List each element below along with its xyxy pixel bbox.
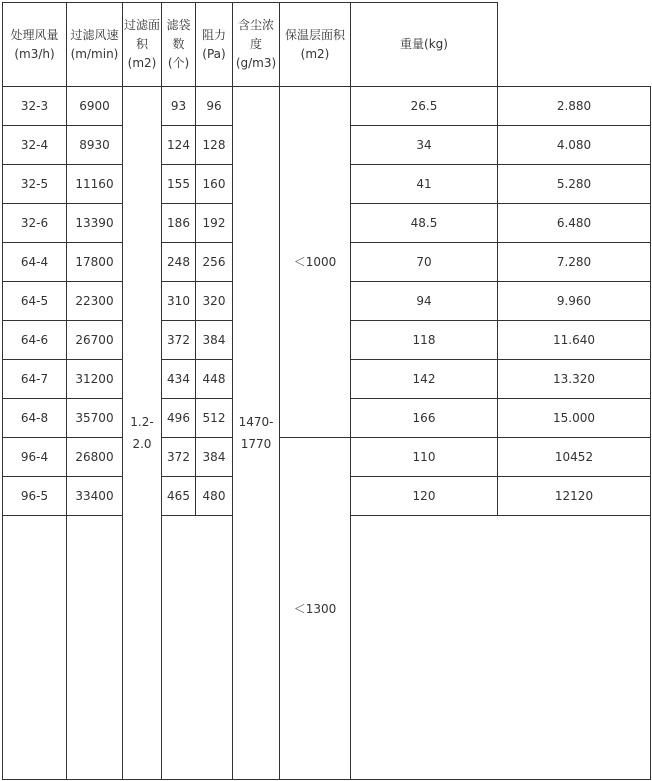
- cell-bags: 434: [161, 359, 196, 399]
- cell-model: 64-6: [2, 320, 67, 360]
- cell-weight: 120: [350, 476, 498, 516]
- cell-airflow: 26700: [66, 320, 123, 360]
- cell-airflow: 13390: [66, 203, 123, 243]
- cell-resistance: 160: [195, 164, 233, 204]
- header-bag-count: 滤袋数(个): [161, 2, 196, 87]
- cell-bags: 186: [161, 203, 196, 243]
- cell-model: 32-4: [2, 125, 67, 165]
- cell-airflow: 22300: [66, 281, 123, 321]
- cell-weight: 166: [350, 398, 498, 438]
- cell-extra: 6.480: [497, 203, 651, 243]
- cell-weight: 41: [350, 164, 498, 204]
- cell-airflow: 31200: [66, 359, 123, 399]
- cell-extra: 15.000: [497, 398, 651, 438]
- cell-resistance: 512: [195, 398, 233, 438]
- cell-airflow: 11160: [66, 164, 123, 204]
- cell-resistance: 96: [195, 86, 233, 126]
- header-filter-area: 过滤面积(m2): [122, 2, 162, 87]
- cell-model: 64-5: [2, 281, 67, 321]
- cell-bags: 248: [161, 242, 196, 282]
- cell-resistance: 384: [195, 320, 233, 360]
- cell-bags: 155: [161, 164, 196, 204]
- cell-weight: 48.5: [350, 203, 498, 243]
- cell-weight: 94: [350, 281, 498, 321]
- cell-model: 96-5: [2, 476, 67, 516]
- cell-airflow: 8930: [66, 125, 123, 165]
- cell-weight: 142: [350, 359, 498, 399]
- cell-extra: 11.640: [497, 320, 651, 360]
- cell-resistance: 480: [195, 476, 233, 516]
- cell-model: 64-4: [2, 242, 67, 282]
- cell-resistance: 320: [195, 281, 233, 321]
- cell-insulation-lt1000: ＜1000: [279, 86, 351, 438]
- cell-resistance: 448: [195, 359, 233, 399]
- empty-cell: [66, 515, 123, 780]
- cell-dust-concentration-merged: 1470-1770: [232, 86, 280, 780]
- cell-resistance: 192: [195, 203, 233, 243]
- header-extra: [497, 2, 651, 87]
- cell-model: 32-5: [2, 164, 67, 204]
- cell-airflow: 35700: [66, 398, 123, 438]
- header-airflow: 过滤风速(m/min): [66, 2, 123, 87]
- empty-cell: [161, 515, 233, 780]
- cell-extra: 10452: [497, 437, 651, 477]
- header-weight: 重量(kg): [350, 2, 498, 87]
- cell-bags: 124: [161, 125, 196, 165]
- cell-resistance: 256: [195, 242, 233, 282]
- cell-resistance: 128: [195, 125, 233, 165]
- cell-extra: 9.960: [497, 281, 651, 321]
- cell-extra: 13.320: [497, 359, 651, 399]
- cell-extra: 12120: [497, 476, 651, 516]
- header-resistance: 阻力(Pa): [195, 2, 233, 87]
- header-dust-conc: 含尘浓度(g/m3): [232, 2, 280, 87]
- cell-weight: 118: [350, 320, 498, 360]
- cell-insulation-lt1300: ＜1300: [279, 437, 351, 780]
- cell-airflow: 6900: [66, 86, 123, 126]
- cell-extra: 4.080: [497, 125, 651, 165]
- cell-airflow: 26800: [66, 437, 123, 477]
- cell-airflow: 33400: [66, 476, 123, 516]
- cell-extra: 2.880: [497, 86, 651, 126]
- empty-cell: [2, 515, 67, 780]
- cell-model: 64-8: [2, 398, 67, 438]
- cell-weight: 70: [350, 242, 498, 282]
- cell-bags: 310: [161, 281, 196, 321]
- cell-model: 96-4: [2, 437, 67, 477]
- cell-weight: 110: [350, 437, 498, 477]
- cell-resistance: 384: [195, 437, 233, 477]
- cell-model: 64-7: [2, 359, 67, 399]
- cell-bags: 372: [161, 437, 196, 477]
- cell-bags: 372: [161, 320, 196, 360]
- cell-extra: 7.280: [497, 242, 651, 282]
- cell-model: 32-3: [2, 86, 67, 126]
- cell-bags: 93: [161, 86, 196, 126]
- cell-weight: 34: [350, 125, 498, 165]
- cell-model: 32-6: [2, 203, 67, 243]
- cell-bags: 465: [161, 476, 196, 516]
- header-insulation-area: 保温层面积(m2): [279, 2, 351, 87]
- empty-cell: [350, 515, 651, 780]
- cell-weight: 26.5: [350, 86, 498, 126]
- header-model: 处理风量(m3/h): [2, 2, 67, 87]
- cell-airflow: 17800: [66, 242, 123, 282]
- cell-bags: 496: [161, 398, 196, 438]
- cell-extra: 5.280: [497, 164, 651, 204]
- cell-filter-area-merged: 1.2-2.0: [122, 86, 162, 780]
